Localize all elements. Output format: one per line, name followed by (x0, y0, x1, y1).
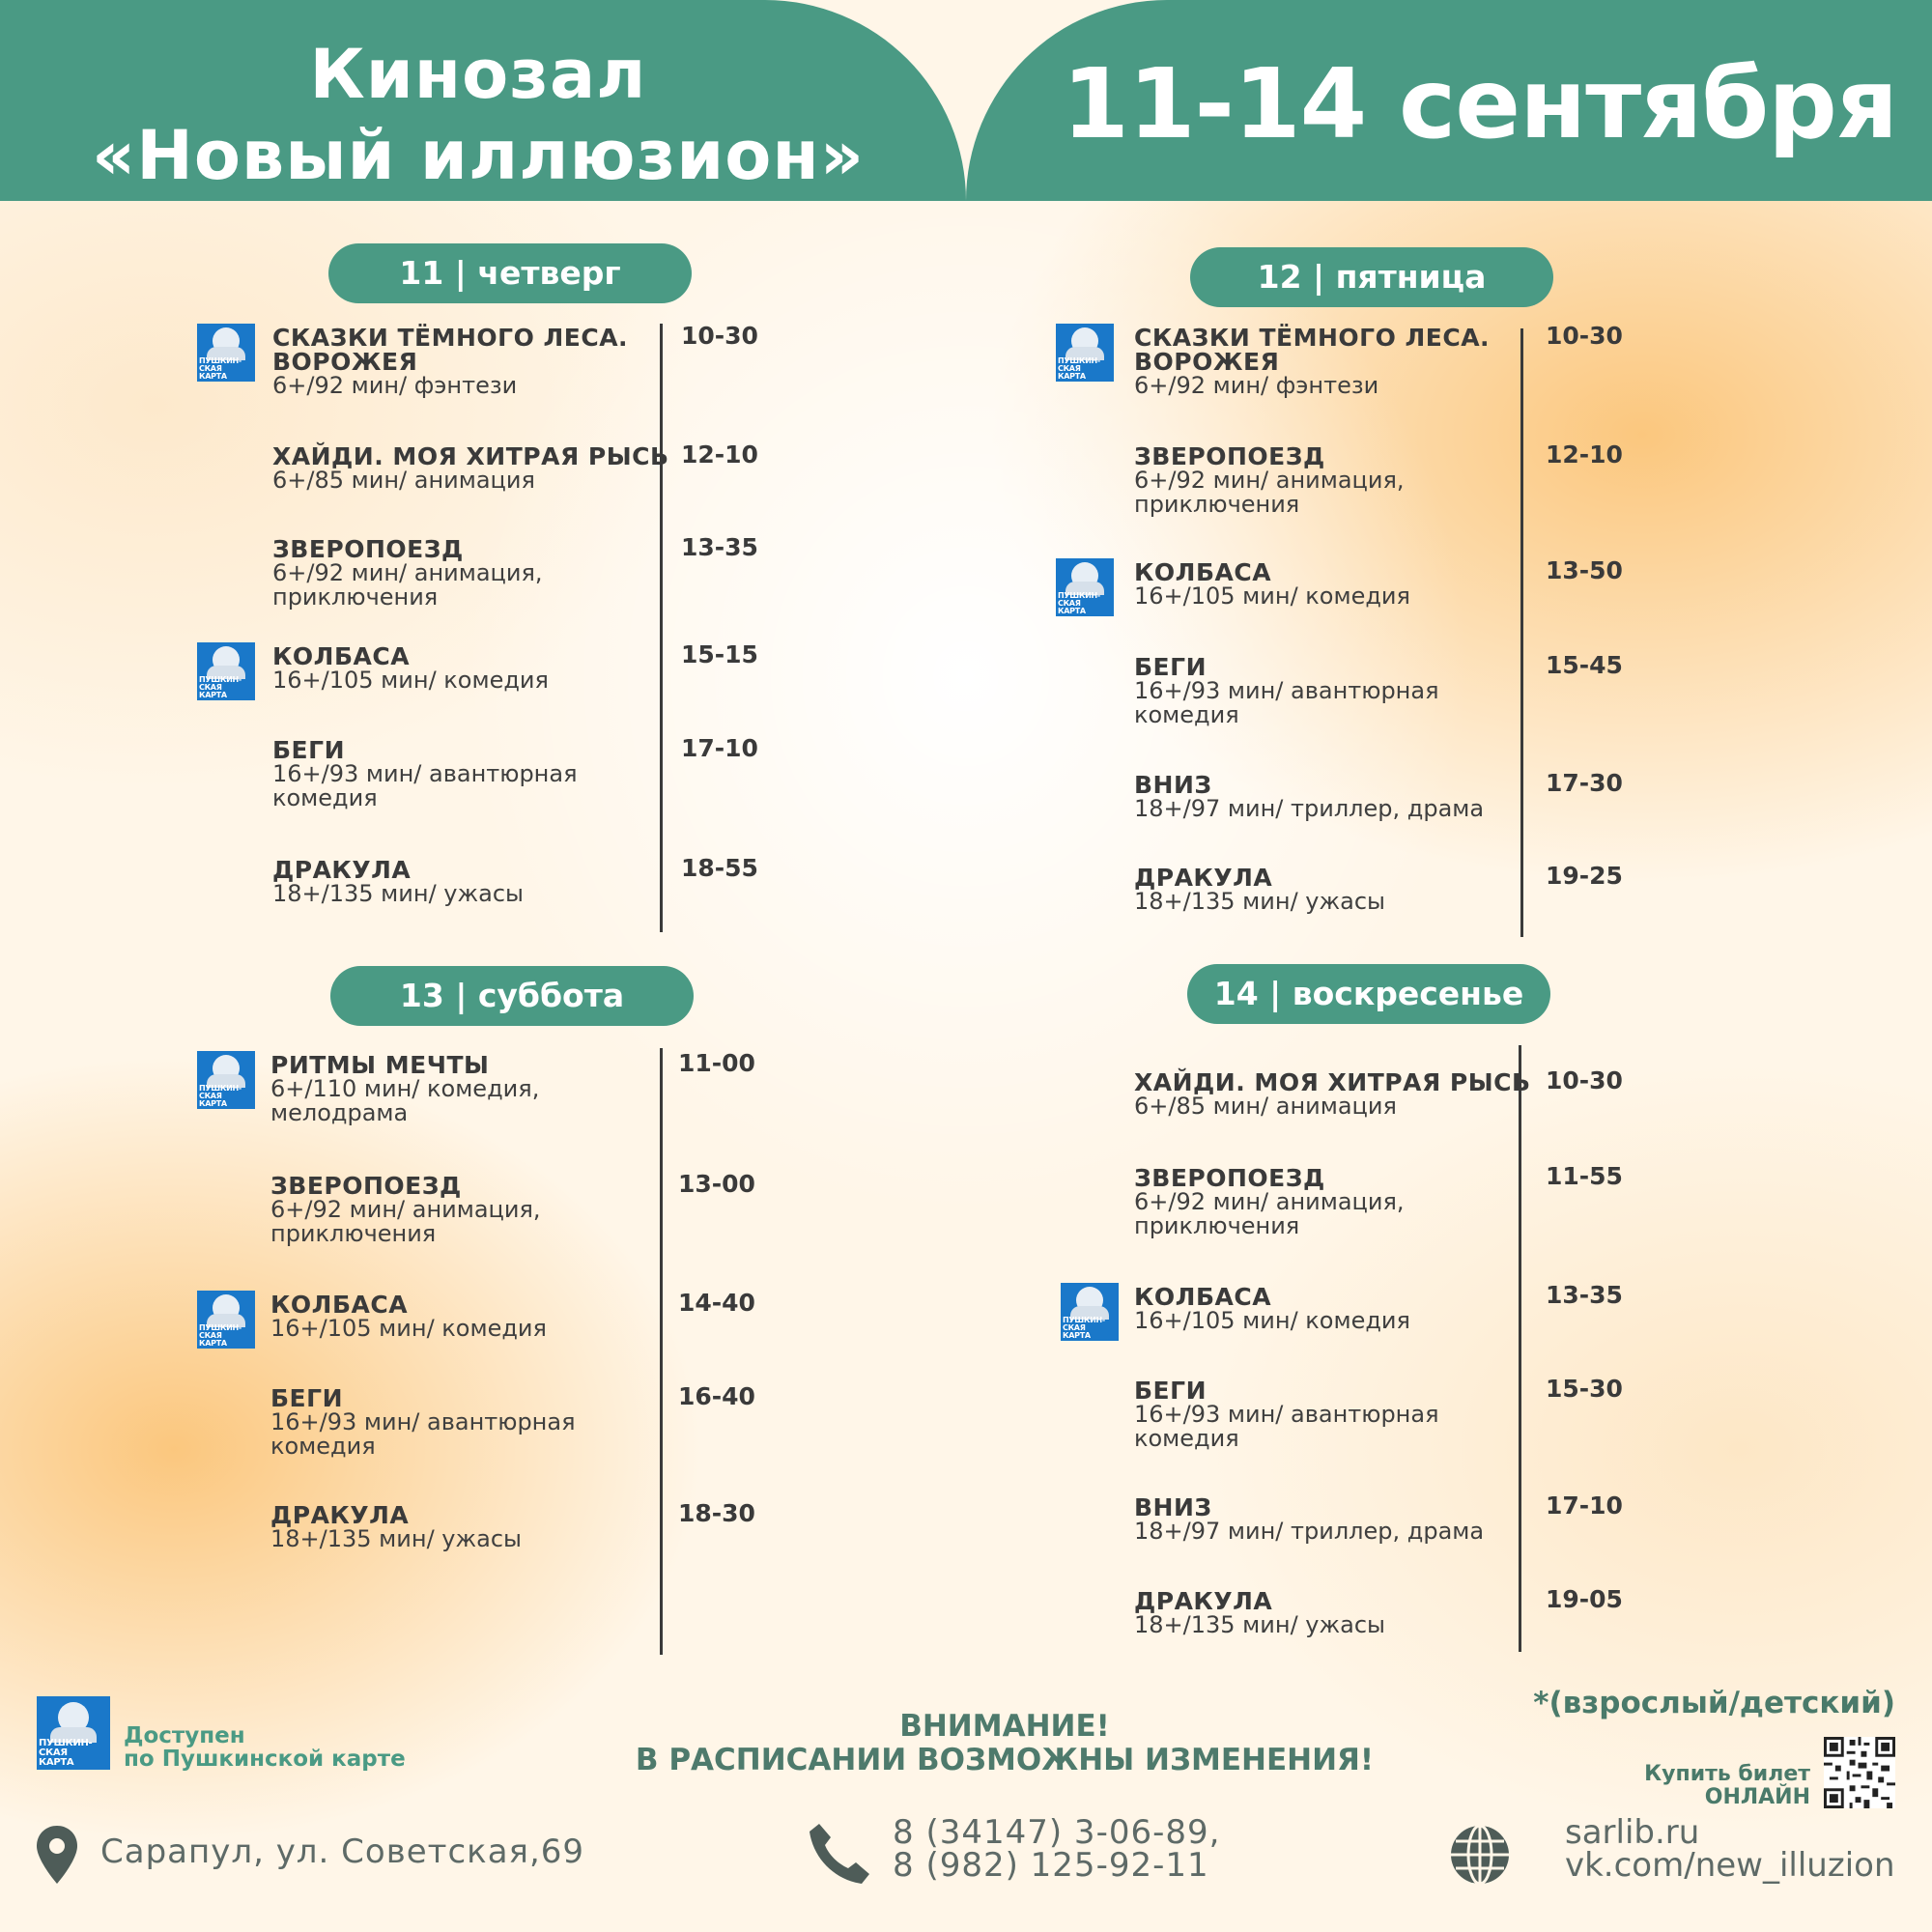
showtime: 18-55 (681, 854, 758, 882)
pushkin-card-icon (197, 642, 255, 700)
websites[interactable] (1565, 1813, 1895, 1885)
film-entry (1134, 1495, 1484, 1544)
film-title: ДРАКУЛА (272, 856, 412, 884)
showtime: 13-35 (681, 533, 758, 561)
film-title-line2: ВОРОЖЕЯ (272, 348, 418, 376)
qr-code-graphic (1824, 1737, 1895, 1808)
film-info-line2: комедия (270, 1433, 376, 1460)
film-entry (1134, 560, 1410, 609)
schedule-divider (1519, 1045, 1521, 1652)
date-range: 11-14 сентября (1062, 47, 1897, 160)
film-info: 18+/135 мин/ ужасы (1134, 888, 1385, 915)
pushkin-logo-text-line: КАРТА (1058, 372, 1086, 381)
film-info: 6+/92 мин/ анимация, (272, 559, 543, 586)
film-info-line2: мелодрама (270, 1099, 409, 1126)
film-entry (272, 444, 669, 493)
pushkin-logo-text-line: ПУШКИН- (199, 675, 242, 684)
film-entry (1134, 866, 1385, 914)
film-entry (1134, 1378, 1439, 1451)
film-entry (1134, 1070, 1531, 1119)
pushkin-logo-text-line: КАРТА (1063, 1331, 1091, 1340)
pushkin-card-icon (197, 1051, 255, 1109)
film-entry (1134, 444, 1405, 517)
film-entry (1134, 773, 1484, 821)
film-info: 16+/93 мин/ авантюрная (1134, 1401, 1439, 1428)
cinema-title-line1: Кинозал (309, 35, 647, 114)
showtime: 13-50 (1546, 556, 1623, 584)
pushkin-logo-text-line: СКАЯ (1063, 1323, 1086, 1332)
film-info: 16+/93 мин/ авантюрная (272, 760, 578, 787)
location-pin-icon (35, 1824, 79, 1886)
film-title: БЕГИ (1134, 653, 1207, 681)
film-entry (1134, 1285, 1410, 1333)
showtime: 17-10 (681, 734, 758, 762)
showtime: 12-10 (1546, 440, 1623, 469)
film-entry (272, 537, 543, 610)
buy-ticket-online-link[interactable] (1644, 1763, 1810, 1809)
showtime: 17-10 (1546, 1492, 1623, 1520)
film-entry (272, 858, 524, 906)
pushkin-caption-line1: Доступен (124, 1723, 245, 1748)
film-title: ЗВЕРОПОЕЗД (1134, 442, 1325, 470)
pushkin-logo-text-line: СКАЯ (39, 1747, 68, 1758)
film-info: 6+/92 мин/ анимация, (1134, 467, 1405, 494)
pushkin-logo-text-line: СКАЯ (1058, 364, 1081, 373)
film-entry (1134, 1166, 1405, 1238)
warning-line1: ВНИМАНИЕ! (899, 1709, 1110, 1744)
film-info: 16+/105 мин/ комедия (270, 1315, 547, 1342)
showtime: 13-00 (678, 1170, 755, 1198)
pushkin-logo-text-line: СКАЯ (199, 1092, 222, 1100)
film-info: 6+/92 мин/ фэнтези (272, 372, 518, 399)
film-entry (270, 1053, 539, 1125)
pushkin-logo-text (199, 1085, 253, 1108)
pushkin-logo-text-line: КАРТА (39, 1757, 74, 1768)
phone-number-2[interactable]: 8 (982) 125-92-11 (893, 1846, 1209, 1885)
film-info: 18+/135 мин/ ужасы (272, 880, 524, 907)
film-info: 6+/92 мин/ фэнтези (1134, 372, 1379, 399)
header-right-banner (966, 0, 1932, 201)
film-info: 6+/110 мин/ комедия, (270, 1075, 540, 1102)
day-label: 13 | суббота (330, 966, 694, 1026)
film-info: 18+/97 мин/ триллер, драма (1134, 795, 1485, 822)
film-title: ХАЙДИ. МОЯ ХИТРАЯ РЫСЬ (272, 442, 669, 470)
showtime: 11-55 (1546, 1162, 1623, 1190)
buy-line1: Купить билет (1644, 1762, 1810, 1786)
film-title: ДРАКУЛА (1134, 864, 1273, 892)
pushkin-logo-text-line: КАРТА (199, 691, 227, 699)
pushkin-logo-text-line: КАРТА (199, 372, 227, 381)
film-info: 16+/105 мин/ комедия (272, 667, 549, 694)
pushkin-logo-text (1063, 1317, 1117, 1340)
pushkin-logo-text-line: ПУШКИН- (199, 1084, 242, 1093)
pushkin-logo-text (1058, 357, 1112, 381)
pushkin-logo-text-line: СКАЯ (1058, 599, 1081, 608)
film-title: КОЛБАСА (1134, 1283, 1272, 1311)
film-title: БЕГИ (272, 736, 345, 764)
film-info: 6+/92 мин/ анимация, (270, 1196, 541, 1223)
film-info: 16+/93 мин/ авантюрная (270, 1408, 576, 1435)
pushkin-logo-text-line: КАРТА (1058, 607, 1086, 615)
film-info: 16+/105 мин/ комедия (1134, 1307, 1410, 1334)
schedule-warning (618, 1710, 1391, 1777)
film-entry (1134, 326, 1490, 398)
globe-icon (1447, 1822, 1513, 1888)
pushkin-logo-text-line: КАРТА (199, 1099, 227, 1108)
pushkin-logo-text-line: ПУШКИН- (199, 356, 242, 365)
pushkin-card-icon (1056, 324, 1114, 382)
film-title: ЗВЕРОПОЕЗД (272, 535, 464, 563)
schedule-divider (660, 1048, 663, 1655)
film-entry (270, 1503, 522, 1551)
pushkin-logo-text-line: КАРТА (199, 1339, 227, 1348)
schedule-divider (1520, 328, 1523, 937)
pushkin-logo-text-line: ПУШКИН- (39, 1738, 93, 1748)
pushkin-card-logo (37, 1696, 110, 1770)
showtime: 10-30 (681, 322, 758, 350)
day-label: 14 | воскресенье (1187, 964, 1550, 1024)
pushkin-logo-text (199, 1324, 253, 1348)
showtime: 19-25 (1546, 862, 1623, 890)
film-title: КОЛБАСА (270, 1291, 409, 1319)
film-entry (270, 1386, 576, 1459)
showtime: 16-40 (678, 1382, 755, 1410)
film-info: 16+/93 мин/ авантюрная (1134, 677, 1439, 704)
pushkin-logo-text-line: ПУШКИН- (1058, 591, 1100, 600)
film-info: 18+/97 мин/ триллер, драма (1134, 1518, 1485, 1545)
showtime: 18-30 (678, 1499, 755, 1527)
showtime: 19-05 (1546, 1585, 1623, 1613)
film-title: СКАЗКИ ТЁМНОГО ЛЕСА. (272, 324, 629, 352)
film-info: 18+/135 мин/ ужасы (1134, 1611, 1385, 1638)
schedule-divider (660, 324, 663, 932)
pushkin-logo-text-line: СКАЯ (199, 364, 222, 373)
film-title: КОЛБАСА (1134, 558, 1272, 586)
pushkin-caption (124, 1724, 406, 1771)
film-info: 6+/85 мин/ анимация (272, 467, 535, 494)
film-title: ЗВЕРОПОЕЗД (270, 1172, 462, 1200)
film-title: СКАЗКИ ТЁМНОГО ЛЕСА. (1134, 324, 1491, 352)
film-title: БЕГИ (270, 1384, 343, 1412)
qr-code-icon[interactable] (1824, 1737, 1895, 1808)
film-title: КОЛБАСА (272, 642, 411, 670)
pushkin-card-icon (1056, 558, 1114, 616)
pushkin-logo-text-line: ПУШКИН- (1058, 356, 1100, 365)
warning-line2: В РАСПИСАНИИ ВОЗМОЖНЫ ИЗМЕНЕНИЯ! (635, 1743, 1375, 1777)
showtime: 10-30 (1546, 322, 1623, 350)
showtime: 13-35 (1546, 1281, 1623, 1309)
pushkin-logo-text-line: ПУШКИН- (199, 1323, 242, 1332)
film-info: 16+/105 мин/ комедия (1134, 582, 1410, 610)
address: Сарапул, ул. Советская,69 (100, 1833, 585, 1871)
film-entry (272, 644, 549, 693)
film-info-line2: приключения (1134, 491, 1300, 518)
film-title: ВНИЗ (1134, 1493, 1212, 1521)
website-link-1[interactable]: sarlib.ru (1565, 1813, 1700, 1852)
pushkin-logo-text-line: СКАЯ (199, 683, 222, 692)
film-title: ЗВЕРОПОЕЗД (1134, 1164, 1325, 1192)
pushkin-card-icon (197, 324, 255, 382)
film-entry (270, 1174, 541, 1246)
pushkin-logo-text (39, 1739, 108, 1768)
showtime: 14-40 (678, 1289, 755, 1317)
showtime: 17-30 (1546, 769, 1623, 797)
film-title: ДРАКУЛА (1134, 1587, 1273, 1615)
website-link-2[interactable]: vk.com/new_illuzion (1565, 1846, 1895, 1885)
film-entry (1134, 655, 1439, 727)
pushkin-logo-text (199, 357, 253, 381)
showtime: 15-15 (681, 640, 758, 668)
cinema-title (39, 34, 918, 196)
showtime: 12-10 (681, 440, 758, 469)
film-title: ВНИЗ (1134, 771, 1212, 799)
phone-icon (806, 1820, 873, 1888)
pushkin-logo-text-line: ПУШКИН- (1063, 1316, 1105, 1324)
buy-line2: ОНЛАЙН (1704, 1785, 1810, 1809)
pushkin-card-icon (1061, 1283, 1119, 1341)
price-note: *(взрослый/детский) (1533, 1686, 1895, 1720)
film-title: ДРАКУЛА (270, 1501, 410, 1529)
showtime: 15-45 (1546, 651, 1623, 679)
day-label: 11 | четверг (328, 243, 692, 303)
film-title: ХАЙДИ. МОЯ ХИТРАЯ РЫСЬ (1134, 1068, 1531, 1096)
pushkin-logo-text (199, 676, 253, 699)
film-entry (270, 1293, 547, 1341)
film-entry (272, 738, 578, 810)
pushkin-logo-text-line: СКАЯ (199, 1331, 222, 1340)
showtime: 15-30 (1546, 1375, 1623, 1403)
film-info-line2: комедия (1134, 701, 1239, 728)
film-info: 18+/135 мин/ ужасы (270, 1525, 522, 1552)
film-info-line2: приключения (1134, 1212, 1300, 1239)
day-label: 12 | пятница (1190, 247, 1553, 307)
showtime: 11-00 (678, 1049, 755, 1077)
film-title-line2: ВОРОЖЕЯ (1134, 348, 1280, 376)
pushkin-logo-text (1058, 592, 1112, 615)
cinema-title-line2: «Новый иллюзион» (92, 116, 865, 195)
film-info-line2: комедия (1134, 1425, 1239, 1452)
phone-number-1[interactable]: 8 (34147) 3-06-89, (893, 1813, 1221, 1852)
header-left-banner (0, 0, 966, 201)
film-info-line2: приключения (272, 583, 439, 611)
film-entry (1134, 1589, 1385, 1637)
film-entry (272, 326, 628, 398)
film-info-line2: комедия (272, 784, 378, 811)
film-title: РИТМЫ МЕЧТЫ (270, 1051, 490, 1079)
film-info: 6+/85 мин/ анимация (1134, 1093, 1397, 1120)
film-info-line2: приключения (270, 1220, 437, 1247)
film-title: БЕГИ (1134, 1377, 1207, 1405)
pushkin-card-icon (197, 1291, 255, 1349)
film-info: 6+/92 мин/ анимация, (1134, 1188, 1405, 1215)
phone-numbers[interactable] (893, 1813, 1221, 1885)
showtime: 10-30 (1546, 1066, 1623, 1094)
pushkin-caption-line2: по Пушкинской карте (124, 1747, 406, 1772)
